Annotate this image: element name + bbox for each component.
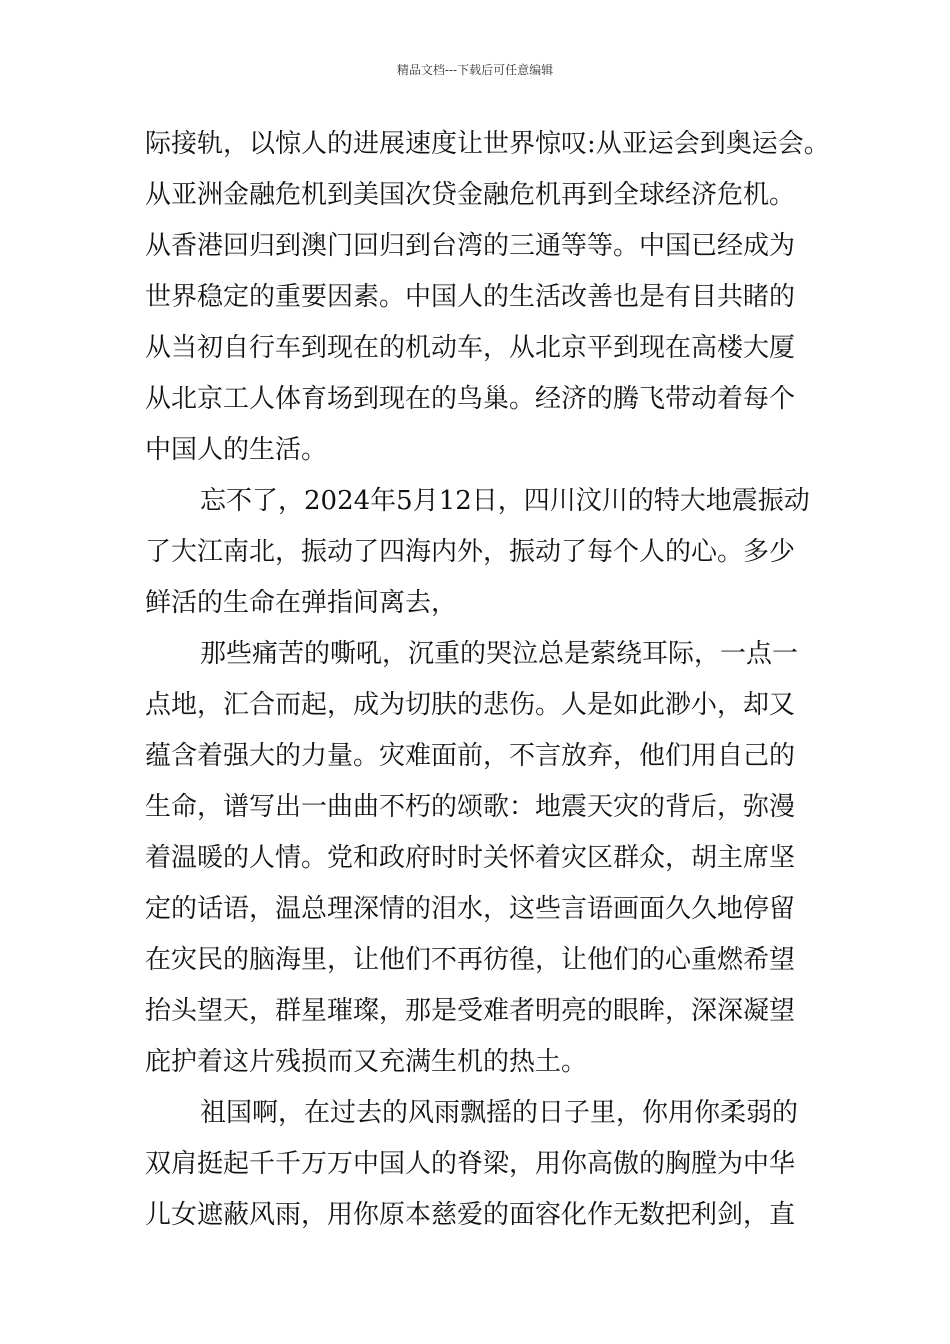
text-line: 从亚洲金融危机到美国次贷金融危机再到全球经济危机。 — [145, 180, 796, 210]
text-line: 世界稳定的重要因素。中国人的生活改善也是有目共睹的 — [145, 282, 796, 312]
text-line: 蕴含着强大的力量。灾难面前，不言放弃，他们用自己的 — [145, 741, 796, 771]
text-line: 际接轨，以惊人的进展速度让世界惊叹:从亚运会到奥运会。 — [145, 129, 830, 159]
text-line: 儿女遮蔽风雨，用你原本慈爱的面容化作无数把利剑，直 — [145, 1200, 796, 1230]
text-line: 鲜活的生命在弹指间离去， — [145, 588, 458, 618]
text-line: 点地，汇合而起，成为切肤的悲伤。人是如此渺小，却又 — [145, 690, 796, 720]
text-line: 了大江南北，振动了四海内外，振动了每个人的心。多少 — [145, 537, 796, 567]
text-line: 在灾民的脑海里，让他们不再彷徨，让他们的心重燃希望 — [145, 945, 796, 975]
text-line: 抬头望天，群星璀璨，那是受难者明亮的眼眸，深深凝望 — [145, 996, 796, 1026]
text-line: 定的话语，温总理深情的泪水，这些言语画面久久地停留 — [145, 894, 796, 924]
body-text — [145, 126, 845, 1248]
text-line: 双肩挺起千千万万中国人的脊梁，用你高傲的胸膛为中华 — [145, 1149, 796, 1179]
page-header: 精品文档---下载后可任意编辑 — [396, 63, 554, 77]
paragraph-first-line: 忘不了，2024年5月12日，四川汶川的特大地震振动 — [200, 486, 810, 516]
paragraph-first-line: 祖国啊，在过去的风雨飘摇的日子里，你用你柔弱的 — [200, 1098, 799, 1128]
text-line: 从香港回归到澳门回归到台湾的三通等等。中国已经成为 — [145, 231, 796, 261]
paragraph-first-line: 那些痛苦的嘶吼，沉重的哭泣总是萦绕耳际，一点一 — [200, 639, 799, 669]
text-line: 庇护着这片残损而又充满生机的热土。 — [145, 1047, 588, 1077]
text-line: 中国人的生活。 — [145, 435, 328, 465]
text-line: 着温暖的人情。党和政府时时关怀着灾区群众，胡主席坚 — [145, 843, 796, 873]
text-line: 从北京工人体育场到现在的鸟巢。经济的腾飞带动着每个 — [145, 384, 796, 414]
text-line: 从当初自行车到现在的机动车，从北京平到现在高楼大厦 — [145, 333, 796, 363]
text-line: 生命，谱写出一曲曲不朽的颂歌：地震天灾的背后，弥漫 — [145, 792, 796, 822]
